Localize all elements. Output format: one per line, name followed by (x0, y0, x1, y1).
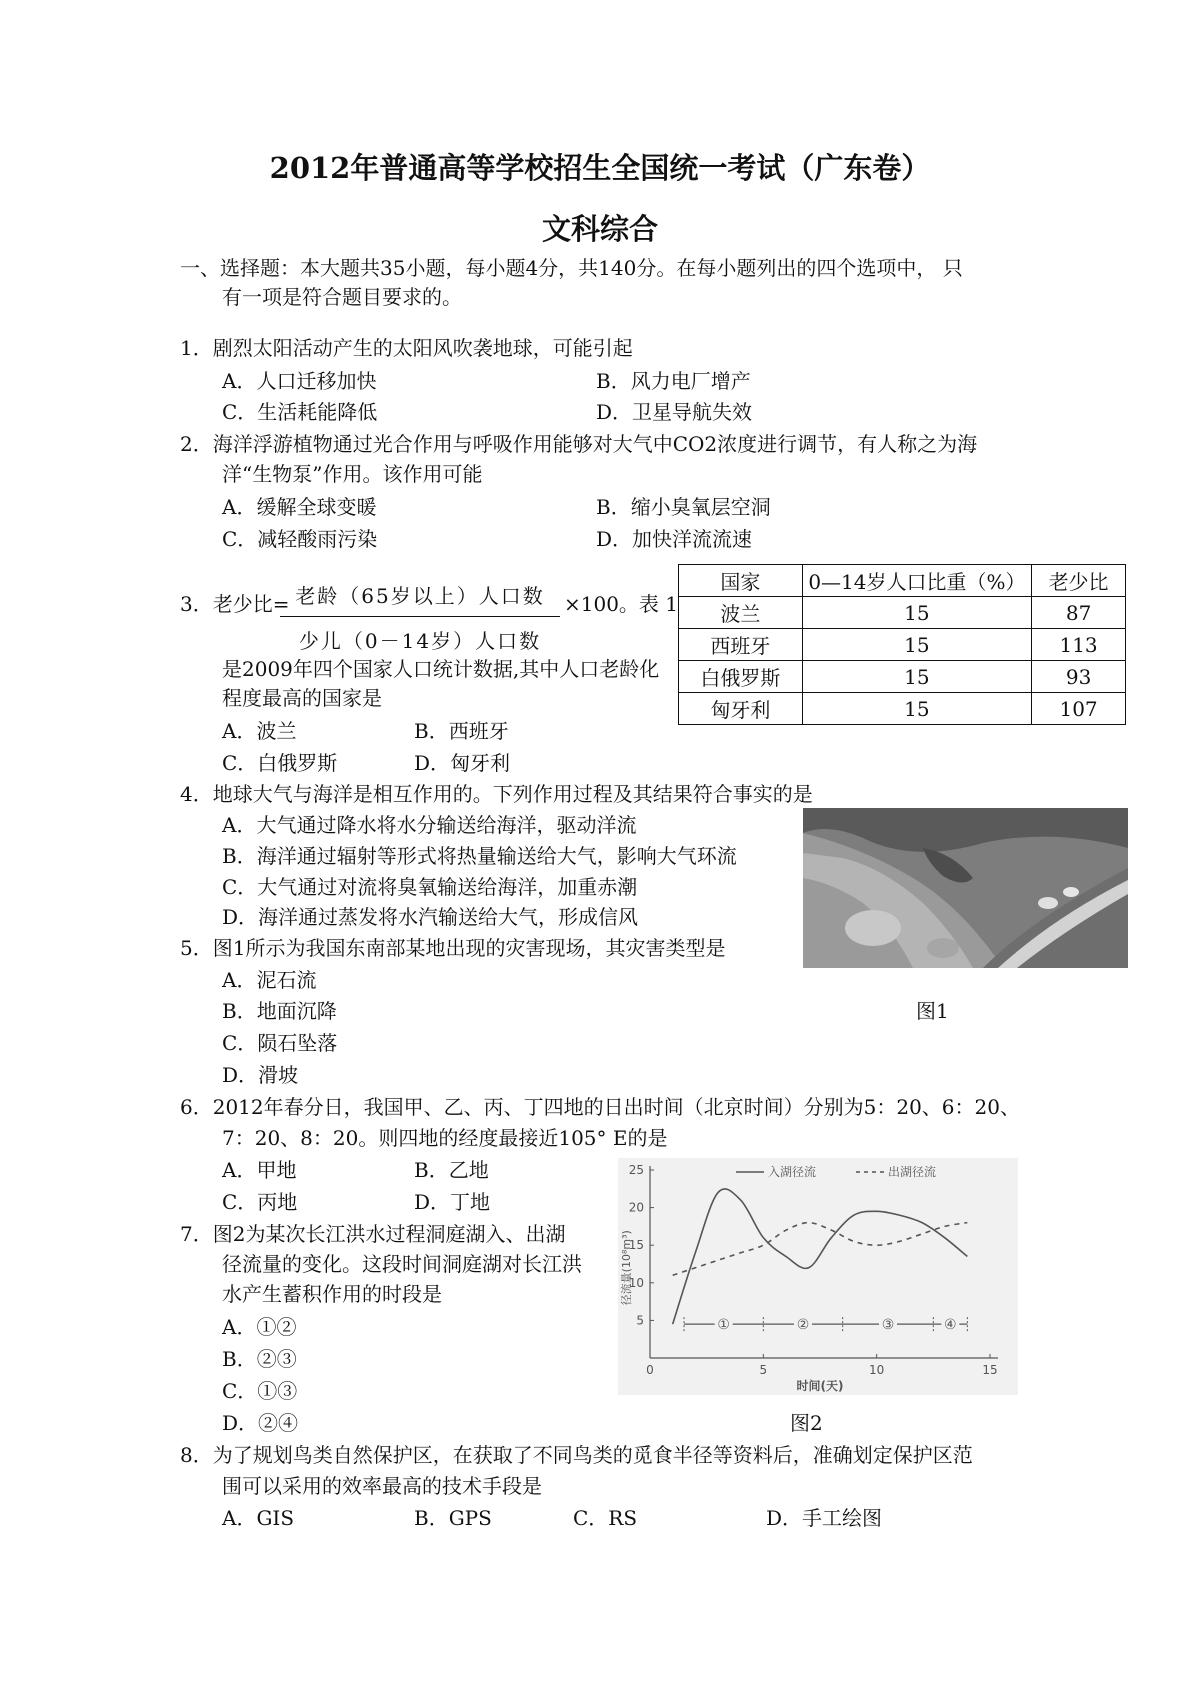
figure2-caption: 图2 (790, 1411, 823, 1435)
q7-option-d: D．②④ (222, 1411, 299, 1435)
q7-stem-line2: 径流量的变化。这段时间洞庭湖对长江洪 (222, 1252, 582, 1276)
q6-option-d: D．丁地 (414, 1190, 491, 1214)
q2-stem-line1: 2．海洋浮游植物通过光合作用与呼吸作用能够对大气中CO2浓度进行调节，有人称之为海 (180, 432, 978, 456)
q5-stem: 5．图1所示为我国东南部某地出现的灾害现场，其灾害类型是 (180, 936, 726, 960)
q3-stem-line3: 程度最高的国家是 (222, 686, 382, 710)
x-tick-label: 10 (869, 1363, 885, 1377)
q1-option-a: A．人口迁移加快 (222, 369, 377, 393)
table-cell: 87 (1032, 597, 1126, 629)
q4-option-c: C．大气通过对流将臭氧输送给海洋，加重赤潮 (222, 875, 638, 899)
table-cell: 15 (802, 693, 1031, 725)
figure1-caption: 图1 (916, 999, 949, 1023)
q8-stem-line2: 围可以采用的效率最高的技术手段是 (222, 1474, 542, 1498)
table-cell: 107 (1032, 693, 1126, 725)
landslide-photo (803, 808, 1128, 968)
x-tick-label: 5 (759, 1363, 768, 1377)
q4-option-b: B．海洋通过辐射等形式将热量输送给大气，影响大气环流 (222, 844, 737, 868)
q3-suffix: ×100。表 1 (564, 592, 679, 616)
table-header-row (679, 565, 1126, 597)
q2-option-d: D．加快洋流流速 (596, 527, 753, 551)
q5-option-d: D．滑坡 (222, 1063, 299, 1087)
q6-option-a: A．甲地 (222, 1158, 297, 1182)
table-header-cell: 老少比 (1032, 565, 1126, 597)
q3-option-c: C．白俄罗斯 (222, 751, 338, 775)
table-cell: 波兰 (679, 597, 803, 629)
legend-label: 入湖径流 (768, 1165, 817, 1179)
period-label: ③ (881, 1317, 895, 1334)
q2-option-b: B．缩小臭氧层空洞 (596, 495, 771, 519)
q4-option-d: D．海洋通过蒸发将水汽输送给大气，形成信风 (222, 905, 639, 929)
page-subtitle: 文科综合 (541, 212, 658, 246)
q2-option-a: A．缓解全球变暖 (222, 495, 377, 519)
q3-fraction-denominator: 少儿（0－14岁）人口数 (298, 629, 542, 653)
x-tick-label: 0 (646, 1363, 654, 1377)
q7-option-a: A．①② (222, 1315, 297, 1339)
y-axis-label: 径流量(10⁸m³) (620, 1230, 633, 1306)
page-title: 2012年普通高等学校招生全国统一考试（广东卷） (269, 151, 931, 185)
q2-option-c: C．减轻酸雨污染 (222, 527, 378, 551)
q8-option-b: B．GPS (414, 1506, 492, 1530)
q3-option-b: B．西班牙 (414, 719, 509, 743)
table-cell: 113 (1032, 629, 1126, 661)
section-instruction-line1: 一、选择题：本大题共35小题，每小题4分，共140分。在每小题列出的四个选项中， 只 (180, 256, 963, 280)
q3-prefix: 3．老少比= (180, 592, 290, 616)
q3-stem-line2: 是2009年四个国家人口统计数据,其中人口老龄化 (222, 657, 660, 681)
x-axis-label: 时间(天) (796, 1379, 844, 1393)
table-row (679, 629, 1126, 661)
q7-option-b: B．②③ (222, 1347, 297, 1371)
table-cell: 匈牙利 (679, 693, 803, 725)
table-cell: 15 (802, 597, 1031, 629)
table-cell: 西班牙 (679, 629, 803, 661)
q8-option-a: A．GIS (222, 1506, 295, 1530)
period-label: ② (796, 1317, 810, 1334)
landslide-photo-graphic (803, 808, 1128, 968)
q1-option-c: C．生活耗能降低 (222, 400, 378, 424)
legend-label: 出湖径流 (888, 1165, 937, 1179)
q8-option-d: D．手工绘图 (766, 1506, 883, 1530)
y-tick-label: 10 (628, 1275, 644, 1290)
table-cell: 93 (1032, 661, 1126, 693)
q8-option-c: C．RS (573, 1506, 638, 1530)
q4-option-a: A．大气通过降水将水分输送给海洋，驱动洋流 (222, 813, 637, 837)
q3-option-d: D．匈牙利 (414, 751, 511, 775)
y-tick-label: 15 (628, 1238, 644, 1253)
q5-option-b: B．地面沉降 (222, 999, 337, 1023)
q6-option-b: B．乙地 (414, 1158, 489, 1182)
y-tick-label: 20 (628, 1200, 644, 1215)
table-row (679, 597, 1126, 629)
y-tick-label: 5 (636, 1313, 644, 1328)
q5-option-c: C．陨石坠落 (222, 1031, 338, 1055)
table-row (679, 661, 1126, 693)
section-instruction-line2: 有一项是符合题目要求的。 (222, 285, 462, 309)
period-label: ① (717, 1317, 730, 1334)
q3-option-a: A．波兰 (222, 719, 297, 743)
q3-fraction-bar (280, 616, 560, 617)
q1-stem: 1．剧烈太阳活动产生的太阳风吹袭地球，可能引起 (180, 336, 633, 360)
q8-stem-line1: 8．为了规划鸟类自然保护区，在获取了不同鸟类的觅食半径等资料后，准确划定保护区范 (180, 1443, 973, 1467)
q1-option-b: B．风力电厂增产 (596, 369, 751, 393)
population-table (678, 564, 1126, 725)
q5-option-a: A．泥石流 (222, 968, 317, 992)
q7-stem-line1: 7．图2为某次长江洪水过程洞庭湖入、出湖 (180, 1222, 566, 1246)
table-cell: 白俄罗斯 (679, 661, 803, 693)
q6-stem-line1: 6．2012年春分日，我国甲、乙、丙、丁四地的日出时间（北京时间）分别为5：20、6：20、 (180, 1095, 1020, 1119)
table-header-cell: 国家 (679, 565, 803, 597)
q6-stem-line2: 7：20、8：20。则四地的经度最接近105° E的是 (222, 1126, 668, 1150)
q7-stem-line3: 水产生蓄积作用的时段是 (222, 1282, 442, 1306)
q6-option-c: C．丙地 (222, 1190, 298, 1214)
table-cell: 15 (802, 629, 1031, 661)
table-row (679, 693, 1126, 725)
q3-fraction (280, 580, 560, 654)
x-tick-label: 15 (982, 1363, 998, 1377)
q7-option-c: C．①③ (222, 1379, 298, 1403)
table-header-cell: 0—14岁人口比重（%） (802, 565, 1031, 597)
table-cell: 15 (802, 661, 1031, 693)
y-tick-label: 25 (628, 1163, 644, 1177)
q1-option-d: D．卫星导航失效 (596, 400, 753, 424)
chart-background (618, 1158, 1018, 1395)
period-label: ④ (944, 1317, 957, 1334)
q2-stem-line2: 洋“生物泵”作用。该作用可能 (222, 462, 483, 486)
q4-stem: 4．地球大气与海洋是相互作用的。下列作用过程及其结果符合事实的是 (180, 782, 813, 806)
q3-fraction-numerator: 老龄（65岁以上）人口数 (295, 584, 545, 608)
runoff-line-chart (618, 1158, 1018, 1395)
